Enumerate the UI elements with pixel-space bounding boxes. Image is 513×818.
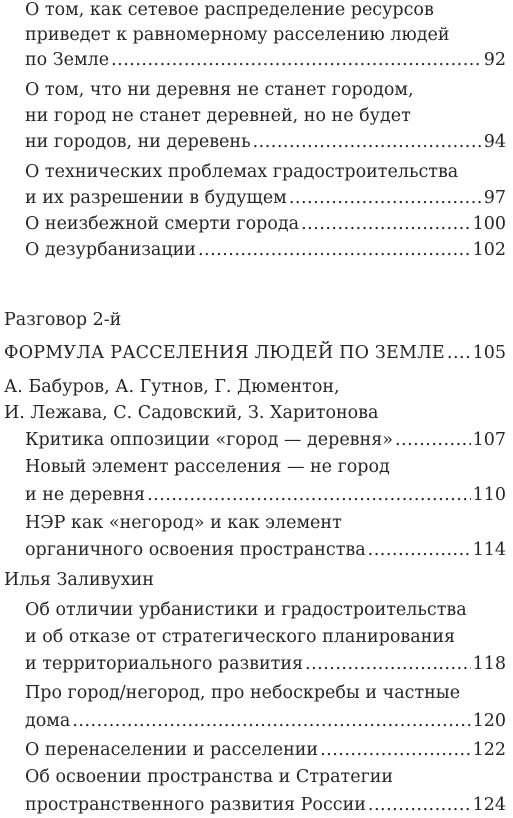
dot-leader [253,129,482,155]
toc-text: НЭР как «негород» и как элемент [25,513,342,533]
page-number: 94 [483,132,506,152]
toc-line [25,764,393,790]
page-number: 100 [472,214,506,234]
toc-line [4,400,378,426]
toc-text: Разговор 2-й [4,310,122,330]
toc-line [25,597,467,623]
toc-text: и территориального развития [25,654,304,674]
page-number: 105 [472,343,506,363]
toc-text: органичного освоения пространства [25,540,366,560]
toc-text: Критика оппозиции «город — деревня» [25,430,393,450]
toc-entry [25,482,506,508]
toc-entry [25,651,506,677]
toc-text: по Земле [25,50,110,70]
page-number: 92 [483,50,506,70]
toc-entry [25,537,506,563]
toc-entry [25,185,506,211]
dot-leader [320,737,471,763]
toc-text: приведет к равномерному расселению людей [25,25,450,45]
toc-line [25,77,414,103]
toc-entry [25,47,506,73]
toc-entry [25,427,506,453]
page-number: 120 [472,711,506,731]
dot-leader [72,708,470,734]
toc-entry [25,211,506,237]
dot-leader [447,340,471,366]
toc-line [4,307,121,333]
toc-text: Об освоении пространства и Стратегии [25,767,394,787]
toc-line [25,159,458,185]
toc-entry [25,129,506,155]
toc-text: дома [25,711,71,731]
page-number: 124 [472,795,506,815]
toc-entry [25,708,506,734]
dot-leader [147,482,471,508]
toc-line [4,374,340,400]
page-number: 114 [472,540,506,560]
dot-leader [368,792,471,818]
toc-line [25,680,460,706]
toc-text: ни городов, ни деревень [25,132,251,152]
toc-text: пространственного развития России [25,795,366,815]
toc-text: О технических проблемах градостроительства [25,162,459,182]
toc-text: О том, как сетевое распределение ресурсов [25,0,434,20]
dot-leader [198,237,471,263]
toc-line [25,103,411,129]
toc-text: и их разрешении в будущем [25,188,287,208]
toc-text: ни город не станет деревней, но не будет [25,106,411,126]
toc-line [25,22,450,48]
page-number: 122 [472,740,506,760]
toc-entry [4,340,506,366]
toc-text: О перенаселении и расселении [25,740,319,760]
toc-text: Про город/негород, про небоскребы и частные [25,683,461,703]
toc-line [4,567,154,593]
dot-leader [111,47,482,73]
toc-text: А. Бабуров, А. Гутнов, Г. Дюментон, [4,377,340,397]
toc-line [25,454,390,480]
dot-leader [368,537,471,563]
page-number: 110 [472,485,506,505]
toc-text: и об отказе от стратегического планирования [25,627,456,647]
toc-text: и не деревня [25,485,146,505]
toc-line [25,624,455,650]
toc-line [25,510,342,536]
page-number: 97 [483,188,506,208]
dot-leader [305,651,471,677]
toc-text: О дезурбанизации [25,240,196,260]
dot-leader [289,185,482,211]
toc-line [25,0,434,23]
toc-entry [25,737,506,763]
toc-text: О том, что ни деревня не станет городом, [25,80,414,100]
page-number: 107 [472,430,506,450]
page-number: 118 [472,654,506,674]
toc-entry [25,792,506,818]
toc-text: И. Лежава, С. Садовский, З. Харитонова [4,403,379,423]
dot-leader [395,427,471,453]
toc-text: ФОРМУЛА РАССЕЛЕНИЯ ЛЮДЕЙ ПО ЗЕМЛЕ [4,343,445,363]
toc-text: Об отличии урбанистики и градостроительства [25,600,467,620]
toc-text: Новый элемент расселения — не город [25,457,390,477]
dot-leader [301,211,471,237]
toc-text: Илья Заливухин [4,570,154,590]
page-number: 102 [472,240,506,260]
toc-text: О неизбежной смерти города [25,214,300,234]
toc-entry [25,237,506,263]
